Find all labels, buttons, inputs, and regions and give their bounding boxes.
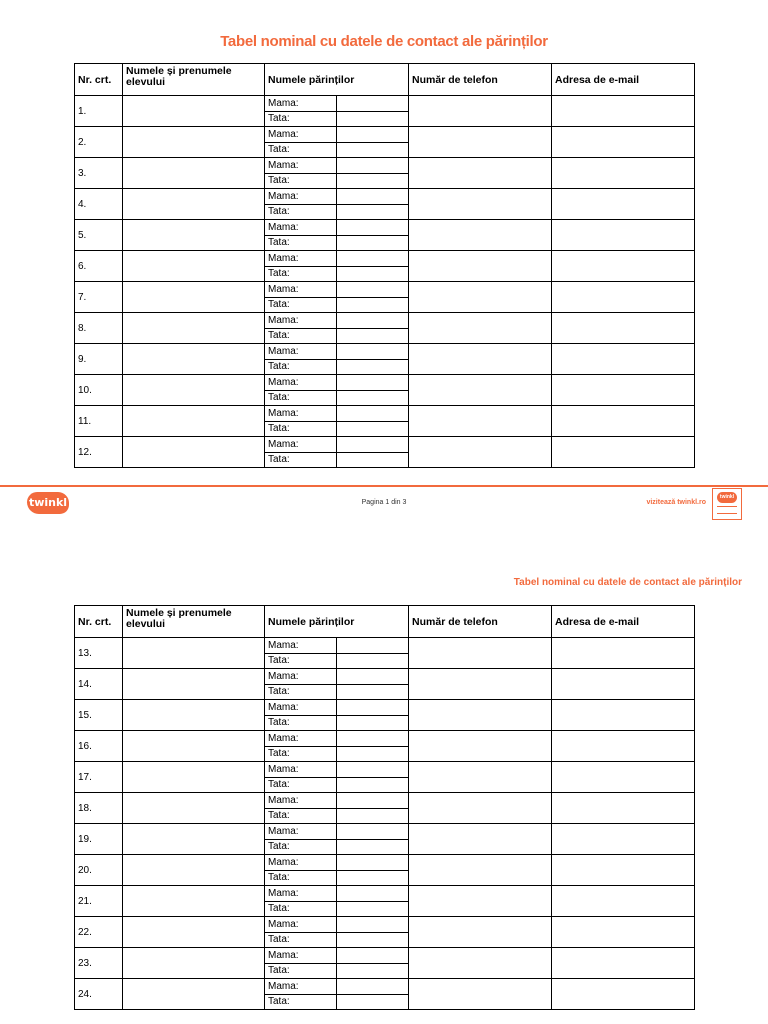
phone-cell[interactable] (409, 824, 552, 855)
table-row (75, 669, 695, 685)
father-label: Tata: (265, 901, 337, 917)
row-number: 24. (75, 979, 123, 1010)
student-name-cell[interactable] (123, 824, 265, 855)
father-label: Tata: (265, 359, 337, 375)
header-phone: Număr de telefon (409, 606, 552, 638)
mother-label: Mama: (265, 375, 337, 391)
mother-name-cell[interactable] (337, 158, 409, 174)
phone-cell[interactable] (409, 762, 552, 793)
student-name-cell[interactable] (123, 948, 265, 979)
email-cell[interactable] (552, 96, 695, 127)
father-label: Tata: (265, 142, 337, 158)
father-label: Tata: (265, 328, 337, 344)
email-cell[interactable] (552, 251, 695, 282)
email-cell[interactable] (552, 793, 695, 824)
father-name-cell[interactable] (337, 328, 409, 344)
email-cell[interactable] (552, 437, 695, 468)
student-name-cell[interactable] (123, 793, 265, 824)
phone-cell[interactable] (409, 731, 552, 762)
table-row (75, 313, 695, 329)
mother-label: Mama: (265, 824, 337, 840)
phone-cell[interactable] (409, 669, 552, 700)
mother-label: Mama: (265, 762, 337, 778)
row-number: 4. (75, 189, 123, 220)
table-row (75, 375, 695, 391)
mother-name-cell[interactable] (337, 220, 409, 236)
row-number: 3. (75, 158, 123, 189)
row-number: 13. (75, 638, 123, 669)
table-row (75, 948, 695, 964)
row-number: 10. (75, 375, 123, 406)
phone-cell[interactable] (409, 700, 552, 731)
table-row (75, 762, 695, 778)
father-label: Tata: (265, 870, 337, 886)
email-cell[interactable] (552, 220, 695, 251)
mother-label: Mama: (265, 886, 337, 902)
student-name-cell[interactable] (123, 762, 265, 793)
row-number: 23. (75, 948, 123, 979)
student-name-cell[interactable] (123, 979, 265, 1010)
mother-name-cell[interactable] (337, 700, 409, 716)
badge-label: twinkl (717, 492, 737, 503)
father-name-cell[interactable] (337, 746, 409, 762)
mother-label: Mama: (265, 437, 337, 453)
phone-cell[interactable] (409, 220, 552, 251)
mother-name-cell[interactable] (337, 282, 409, 298)
mother-label: Mama: (265, 96, 337, 112)
email-cell[interactable] (552, 375, 695, 406)
table-row (75, 344, 695, 360)
mother-name-cell[interactable] (337, 96, 409, 112)
father-label: Tata: (265, 111, 337, 127)
row-number: 21. (75, 886, 123, 917)
father-name-cell[interactable] (337, 963, 409, 979)
phone-cell[interactable] (409, 437, 552, 468)
email-cell[interactable] (552, 189, 695, 220)
email-cell[interactable] (552, 406, 695, 437)
student-name-cell[interactable] (123, 855, 265, 886)
table-row (75, 437, 695, 453)
page-title: Tabel nominal cu datele de contact ale părinților (220, 33, 548, 50)
header-nr: Nr. crt. (75, 606, 123, 638)
table-row (75, 638, 695, 654)
mother-label: Mama: (265, 638, 337, 654)
email-cell[interactable] (552, 886, 695, 917)
header-parents: Numele părinților (265, 606, 409, 638)
row-number: 16. (75, 731, 123, 762)
table-row (75, 855, 695, 871)
table-row (75, 700, 695, 716)
table-row (75, 793, 695, 809)
mother-label: Mama: (265, 793, 337, 809)
mother-label: Mama: (265, 313, 337, 329)
email-cell[interactable] (552, 313, 695, 344)
phone-cell[interactable] (409, 406, 552, 437)
visit-link[interactable]: vizitează twinkl.ro (646, 499, 706, 506)
mother-name-cell[interactable] (337, 731, 409, 747)
table-row (75, 189, 695, 205)
phone-cell[interactable] (409, 638, 552, 669)
phone-cell[interactable] (409, 282, 552, 313)
table-row (75, 220, 695, 236)
row-number: 6. (75, 251, 123, 282)
table-row (75, 158, 695, 174)
student-name-cell[interactable] (123, 282, 265, 313)
email-cell[interactable] (552, 824, 695, 855)
table-row (75, 824, 695, 840)
father-name-cell[interactable] (337, 390, 409, 406)
mother-name-cell[interactable] (337, 313, 409, 329)
student-name-cell[interactable] (123, 437, 265, 468)
mother-name-cell[interactable] (337, 793, 409, 809)
row-number: 12. (75, 437, 123, 468)
father-name-cell[interactable] (337, 359, 409, 375)
row-number: 22. (75, 917, 123, 948)
header-parents: Numele părinților (265, 64, 409, 96)
mother-label: Mama: (265, 700, 337, 716)
mother-label: Mama: (265, 282, 337, 298)
phone-cell[interactable] (409, 855, 552, 886)
table-row (75, 127, 695, 143)
table-row (75, 979, 695, 995)
father-name-cell[interactable] (337, 142, 409, 158)
email-cell[interactable] (552, 127, 695, 158)
student-name-cell[interactable] (123, 731, 265, 762)
father-name-cell[interactable] (337, 421, 409, 437)
mother-label: Mama: (265, 731, 337, 747)
mother-label: Mama: (265, 189, 337, 205)
table-row (75, 917, 695, 933)
student-name-cell[interactable] (123, 251, 265, 282)
row-number: 11. (75, 406, 123, 437)
mother-name-cell[interactable] (337, 638, 409, 654)
father-label: Tata: (265, 204, 337, 220)
header-nr: Nr. crt. (75, 64, 123, 96)
father-label: Tata: (265, 994, 337, 1010)
mother-label: Mama: (265, 220, 337, 236)
table-row (75, 251, 695, 267)
student-name-cell[interactable] (123, 220, 265, 251)
mother-label: Mama: (265, 917, 337, 933)
phone-cell[interactable] (409, 96, 552, 127)
table-row (75, 282, 695, 298)
row-number: 19. (75, 824, 123, 855)
page-title-repeat: Tabel nominal cu datele de contact ale părinților (513, 577, 742, 588)
mother-label: Mama: (265, 669, 337, 685)
father-name-cell[interactable] (337, 235, 409, 251)
mother-label: Mama: (265, 158, 337, 174)
mother-name-cell[interactable] (337, 762, 409, 778)
mother-name-cell[interactable] (337, 406, 409, 422)
email-cell[interactable] (552, 979, 695, 1010)
page-number: Pagina 1 din 3 (361, 499, 407, 506)
mother-name-cell[interactable] (337, 855, 409, 871)
phone-cell[interactable] (409, 917, 552, 948)
student-name-cell[interactable] (123, 406, 265, 437)
father-label: Tata: (265, 390, 337, 406)
father-name-cell[interactable] (337, 173, 409, 189)
father-name-cell[interactable] (337, 715, 409, 731)
quality-badge-icon (712, 488, 742, 520)
contact-table-page-2 (74, 605, 695, 1010)
student-name-cell[interactable] (123, 96, 265, 127)
mother-name-cell[interactable] (337, 824, 409, 840)
mother-name-cell[interactable] (337, 127, 409, 143)
father-name-cell[interactable] (337, 777, 409, 793)
father-label: Tata: (265, 963, 337, 979)
mother-name-cell[interactable] (337, 669, 409, 685)
email-cell[interactable] (552, 344, 695, 375)
mother-name-cell[interactable] (337, 189, 409, 205)
father-label: Tata: (265, 235, 337, 251)
row-number: 20. (75, 855, 123, 886)
row-number: 14. (75, 669, 123, 700)
father-label: Tata: (265, 839, 337, 855)
phone-cell[interactable] (409, 158, 552, 189)
email-cell[interactable] (552, 731, 695, 762)
badge-lines (717, 506, 737, 514)
father-name-cell[interactable] (337, 653, 409, 669)
table-row (75, 406, 695, 422)
email-cell[interactable] (552, 855, 695, 886)
father-label: Tata: (265, 452, 337, 468)
table-row (75, 731, 695, 747)
student-name-cell[interactable] (123, 313, 265, 344)
phone-cell[interactable] (409, 793, 552, 824)
mother-name-cell[interactable] (337, 917, 409, 933)
header-student-name: Numele și prenumele elevului (123, 606, 265, 638)
father-label: Tata: (265, 746, 337, 762)
father-name-cell[interactable] (337, 452, 409, 468)
table-row (75, 886, 695, 902)
header-phone: Număr de telefon (409, 64, 552, 96)
footer-divider (0, 485, 768, 487)
father-name-cell[interactable] (337, 111, 409, 127)
row-number: 18. (75, 793, 123, 824)
father-label: Tata: (265, 715, 337, 731)
row-number: 5. (75, 220, 123, 251)
phone-cell[interactable] (409, 127, 552, 158)
student-name-cell[interactable] (123, 158, 265, 189)
email-cell[interactable] (552, 158, 695, 189)
student-name-cell[interactable] (123, 189, 265, 220)
header-email: Adresa de e-mail (552, 606, 695, 638)
mother-label: Mama: (265, 406, 337, 422)
phone-cell[interactable] (409, 948, 552, 979)
father-label: Tata: (265, 421, 337, 437)
father-name-cell[interactable] (337, 932, 409, 948)
header-email: Adresa de e-mail (552, 64, 695, 96)
father-name-cell[interactable] (337, 266, 409, 282)
row-number: 9. (75, 344, 123, 375)
father-label: Tata: (265, 684, 337, 700)
row-number: 7. (75, 282, 123, 313)
student-name-cell[interactable] (123, 638, 265, 669)
student-name-cell[interactable] (123, 886, 265, 917)
email-cell[interactable] (552, 282, 695, 313)
father-label: Tata: (265, 777, 337, 793)
mother-name-cell[interactable] (337, 375, 409, 391)
table-row (75, 96, 695, 112)
student-name-cell[interactable] (123, 375, 265, 406)
phone-cell[interactable] (409, 375, 552, 406)
row-number: 17. (75, 762, 123, 793)
phone-cell[interactable] (409, 251, 552, 282)
mother-name-cell[interactable] (337, 251, 409, 267)
email-cell[interactable] (552, 700, 695, 731)
mother-name-cell[interactable] (337, 886, 409, 902)
father-label: Tata: (265, 297, 337, 313)
father-name-cell[interactable] (337, 808, 409, 824)
row-number: 2. (75, 127, 123, 158)
mother-name-cell[interactable] (337, 948, 409, 964)
father-label: Tata: (265, 653, 337, 669)
father-name-cell[interactable] (337, 684, 409, 700)
email-cell[interactable] (552, 638, 695, 669)
mother-name-cell[interactable] (337, 437, 409, 453)
phone-cell[interactable] (409, 886, 552, 917)
phone-cell[interactable] (409, 344, 552, 375)
phone-cell[interactable] (409, 313, 552, 344)
student-name-cell[interactable] (123, 344, 265, 375)
mother-label: Mama: (265, 948, 337, 964)
phone-cell[interactable] (409, 979, 552, 1010)
father-label: Tata: (265, 173, 337, 189)
father-label: Tata: (265, 808, 337, 824)
father-name-cell[interactable] (337, 994, 409, 1010)
row-number: 15. (75, 700, 123, 731)
student-name-cell[interactable] (123, 700, 265, 731)
father-name-cell[interactable] (337, 901, 409, 917)
email-cell[interactable] (552, 948, 695, 979)
contact-table-page-1 (74, 63, 695, 468)
mother-label: Mama: (265, 251, 337, 267)
mother-name-cell[interactable] (337, 344, 409, 360)
row-number: 8. (75, 313, 123, 344)
student-name-cell[interactable] (123, 669, 265, 700)
father-name-cell[interactable] (337, 297, 409, 313)
email-cell[interactable] (552, 669, 695, 700)
father-label: Tata: (265, 932, 337, 948)
email-cell[interactable] (552, 917, 695, 948)
father-name-cell[interactable] (337, 839, 409, 855)
student-name-cell[interactable] (123, 127, 265, 158)
mother-label: Mama: (265, 979, 337, 995)
mother-label: Mama: (265, 344, 337, 360)
email-cell[interactable] (552, 762, 695, 793)
father-label: Tata: (265, 266, 337, 282)
row-number: 1. (75, 96, 123, 127)
mother-label: Mama: (265, 855, 337, 871)
header-student-name: Numele și prenumele elevului (123, 64, 265, 96)
twinkl-logo[interactable]: twinkl (27, 492, 69, 514)
father-name-cell[interactable] (337, 870, 409, 886)
student-name-cell[interactable] (123, 917, 265, 948)
mother-name-cell[interactable] (337, 979, 409, 995)
father-name-cell[interactable] (337, 204, 409, 220)
mother-label: Mama: (265, 127, 337, 143)
phone-cell[interactable] (409, 189, 552, 220)
